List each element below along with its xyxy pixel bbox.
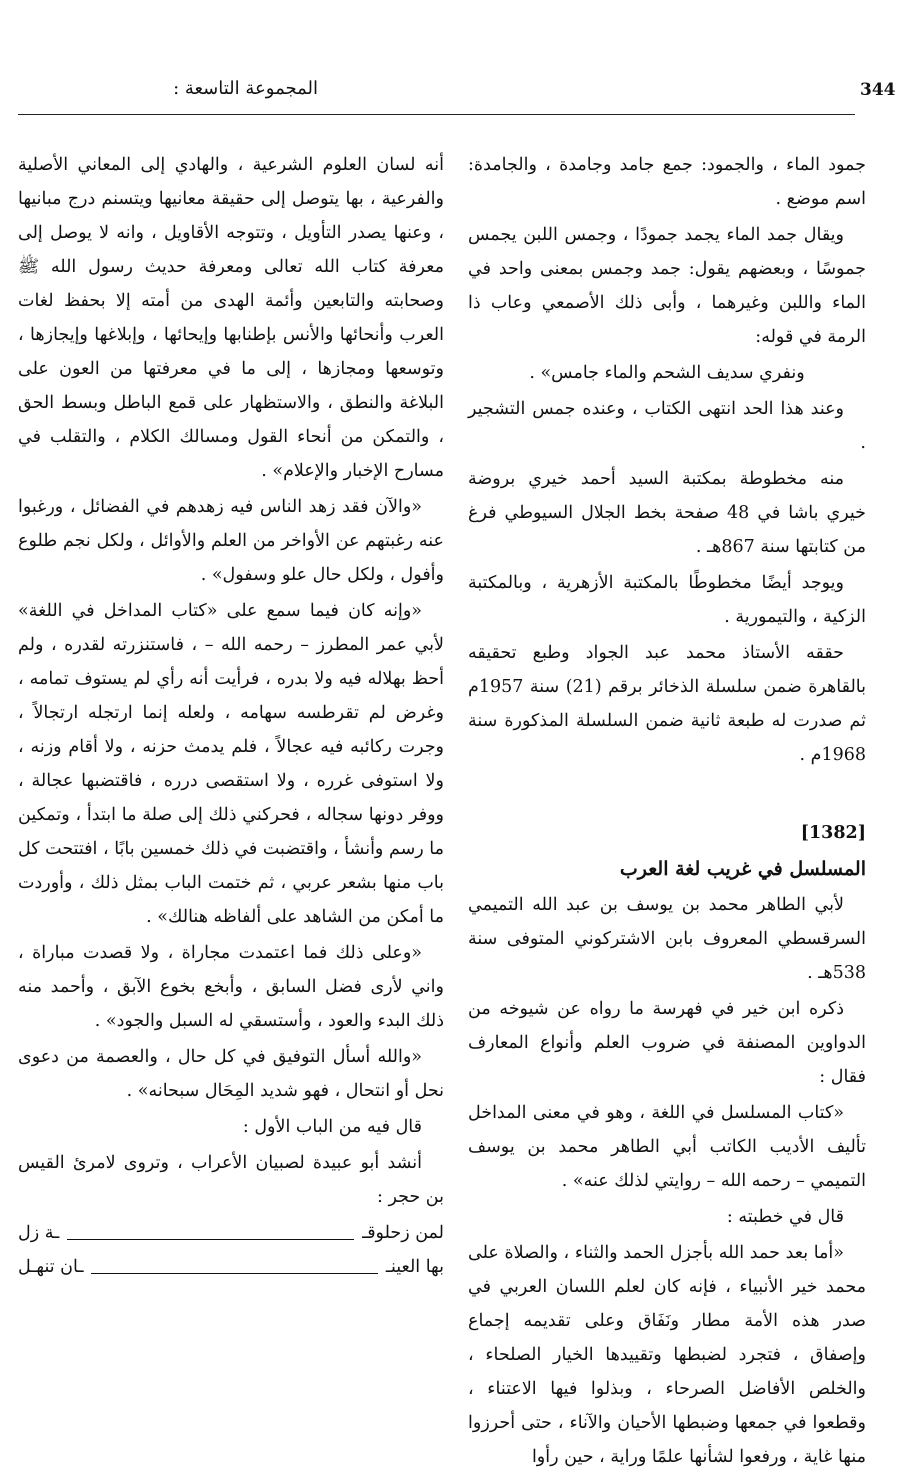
paragraph: ذكره ابن خير في فهرسة ما رواه عن شيوخه من الدواوين المصنفة في ضروب العلم وأنواع المعارف فقال : xyxy=(468,999,866,1087)
page-header xyxy=(18,68,896,115)
entry-title: المسلسل في غريب لغة العرب xyxy=(619,858,866,880)
paragraph: «والآن فقد زهد الناس فيه زهدهم في الفضائل ، ورغبوا عنه رغبتهم عن الأواخر من العلم والأوائل ، ولكل نجم طلوع وأفول ، ولكل حال علو وسفول» . xyxy=(18,497,444,585)
paragraph: «وعلى ذلك فما اعتمدت مجاراة ، ولا قصدت مباراة ، واني لأرى فضل السابق ، وأبخع بخوع الآبق ، وأحمد منه ذلك البدء والعود ، وأستسقي له السبل والجود» . xyxy=(18,943,444,1031)
entry-number: [1382] xyxy=(800,823,866,843)
paragraph: قال فيه من الباب الأول : xyxy=(242,1117,422,1137)
poem-hemistich-first: بها العينـ xyxy=(385,1257,444,1277)
poem-hemistich-first: لمن زحلوقـ xyxy=(362,1223,444,1243)
paragraph: منه مخطوطة بمكتبة السيد أحمد خيري بروضة خيري باشا في 48 صفحة بخط الجلال السيوطي فرغ من كتابتها سنة 867هـ . xyxy=(468,469,866,557)
right-column xyxy=(468,148,866,1476)
paragraph: أنه لسان العلوم الشرعية ، والهادي إلى المعاني الأصلية والفرعية ، بها يتوصل إلى حقيقة معانيها ويتسنم درج مبانيها ، وعنها يصدر التأويل ، وتتوجه الأقاويل ، وانه لا يوصل إلى معرفة كتاب الله تعالى ومعرفة حديث رسول الله ﷺ وصحابته والتابعين وأئمة الهدى من أمته إلا بحفظ لغات العرب وأنحائها والأنس بإطنابها وإيحائها ، وإبلاغها وإيجازها ، وتوسعها ومجازها ، إلى ما في معرفتها من العون على البلاغة والنطق ، والاستظهار على قمع الباطل وبسط الحق ، والتمكن من أنحاء القول ومسالك الكلام ، والتقلب في مسارح الإخبار والإعلام» . xyxy=(18,155,444,481)
paragraph: «أما بعد حمد الله بأجزل الحمد والثناء ، والصلاة على محمد خير الأنبياء ، فإنه كان لعلم اللسان العربي في صدر هذه الأمة مطار ونَفَاق وعلى تقديمه إجماع وإصفاق ، فتجرد لضبطها وتقييدها الخيار الصلحاء ، والخلص الأفاضل الصرحاء ، وبذلوا فيها الاعتناء ، وقطعوا في جمعها وضبطها الأحيان والآناء ، حتى أحرزوا منها غاية ، ورفعوا لشأنها علمًا وراية ، حين رأوا xyxy=(468,1243,866,1467)
hemistich-rule xyxy=(67,1216,354,1240)
hemistich-rule xyxy=(91,1250,377,1274)
paragraph: وعند هذا الحد انتهى الكتاب ، وعنده جمس التشجير . xyxy=(468,399,866,453)
paragraph: أنشد أبو عبيدة لصبيان الأعراب ، وتروى لامرئ القيس بن حجر : xyxy=(18,1153,444,1207)
paragraph: «كتاب المسلسل في اللغة ، وهو في معنى المداخل تأليف الأديب الكاتب أبي الطاهر محمد بن يوسف التميمي – رحمه الله – روايتي لذلك عنه» . xyxy=(468,1103,866,1191)
paragraph: لأبي الطاهر محمد بن يوسف بن عبد الله التميمي السرقسطي المعروف بابن الاشتركوني المتوفى سنة 538هـ . xyxy=(468,895,866,983)
paragraph: حققه الأستاذ محمد عبد الجواد وطبع تحقيقه بالقاهرة ضمن سلسلة الذخائر برقم (21) سنة 1957م ثم صدرت له طبعة ثانية ضمن السلسلة المذكورة سنة 1968م . xyxy=(468,643,866,765)
paragraph: «والله أسأل التوفيق في كل حال ، والعصمة من دعوى نحل أو انتحال ، فهو شديد المِحَال سبحانه» . xyxy=(18,1047,444,1101)
poem-line xyxy=(18,1250,444,1284)
verse-line: ونفري سديف الشحم والماء جامس» . xyxy=(529,363,805,383)
paragraph: ويقال جمد الماء يجمد جمودًا ، وجمس اللبن يجمس جموسًا ، وبعضهم يقول: جمد وجمس بمعنى واحد في الماء واللبن وغيرهما ، وأبى ذلك الأصمعي وعاب ذا الرمة في قوله: xyxy=(468,225,866,347)
running-title: المجموعة التاسعة : xyxy=(173,78,318,99)
poem-hemistich-second: ـان تنهـل xyxy=(18,1257,84,1277)
paragraph: قال في خطبته : xyxy=(726,1207,844,1227)
left-column xyxy=(18,148,444,1284)
poem-line xyxy=(18,1216,444,1250)
page-number: 344 xyxy=(860,80,896,100)
poem-hemistich-second: ـة زل xyxy=(18,1223,60,1243)
paragraph: «وإنه كان فيما سمع على «كتاب المداخل في اللغة» لأبي عمر المطرز – رحمه الله – ، فاستنزرته لقدره ، ولم أحظ بهلاله فيه ولا بدره ، فرأيت أنه رأي لم يستوف تمامه ، وغرض لم تقرطسه سهامه ، ولعله إنما ارتجله ارتجالاً ، وجرت ركائبه فيه عجالاً ، فلم يدمث حزنه ، ولا أقام وزنه ، ولا استوفى غرره ، ولا استقصى درره ، فاقتضبها عجالة ، ووفر دونها سجاله ، فحركني ذلك إلى صلة ما ابتدأ ، وتمكين ما رسم وأنشأ ، واقتضبت في ذلك خمسين بابًا ، افتتحت كل باب منها بشعر عربي ، ثم ختمت الباب بمثل ذلك ، وأوردت ما أمكن من الشاهد على ألفاظه هنالك» . xyxy=(18,601,444,927)
paragraph: ويوجد أيضًا مخطوطًا بالمكتبة الأزهرية ، وبالمكتبة الزكية ، والتيمورية . xyxy=(468,573,866,627)
paragraph: جمود الماء ، والجمود: جمع جامد وجامدة ، والجامدة: اسم موضع . xyxy=(468,155,866,209)
